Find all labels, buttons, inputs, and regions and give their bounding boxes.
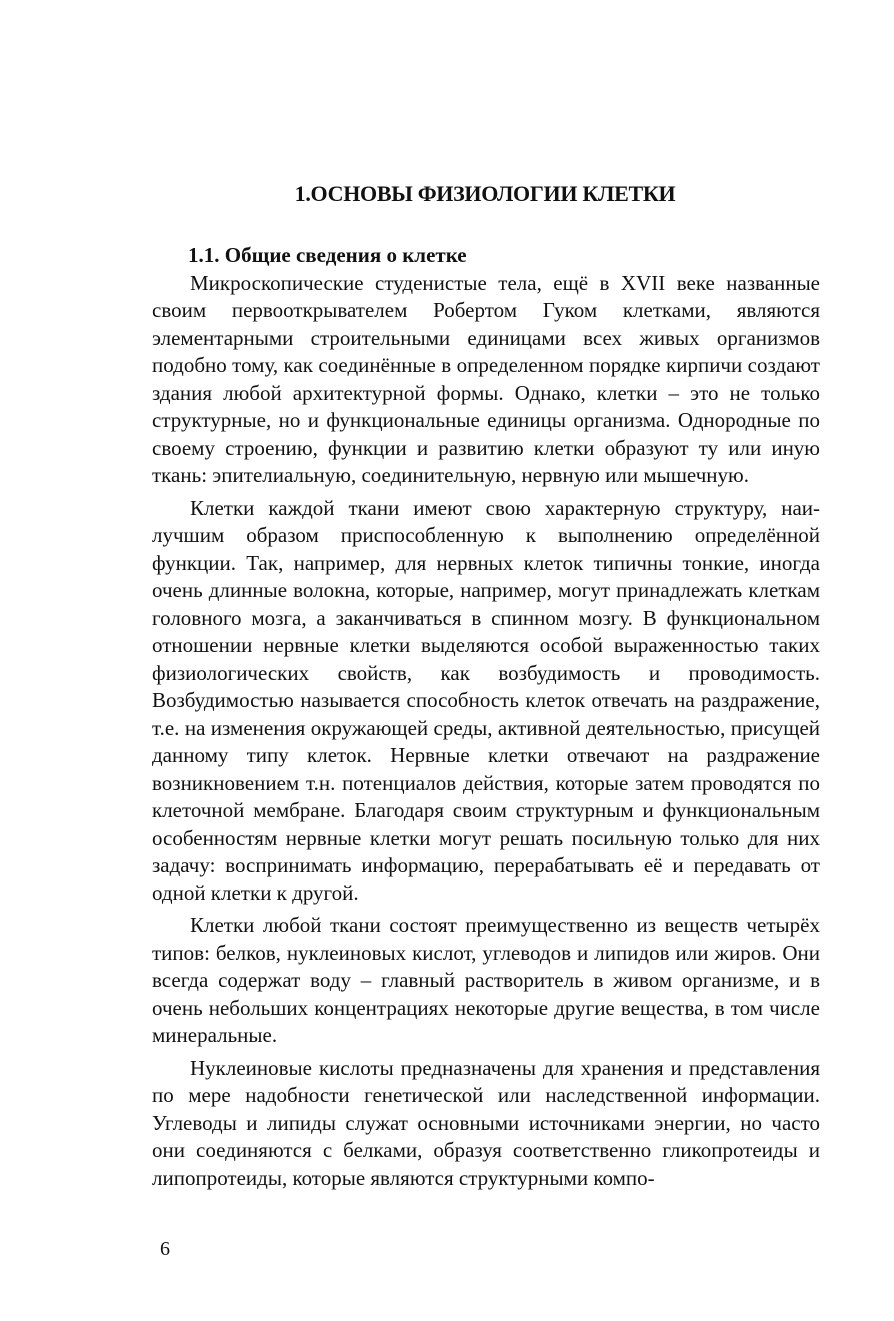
- body-text: [152, 242, 820, 1197]
- paragraph: Клетки каждой ткани имеют свою характерную структуру, наилучшим образом приспособленную к выполнению определённой функции. Так, например, для нервных клеток типичны тонкие, иногда очень длинные волокна, которые, например, могут принадлежать клеткам головного мозга, а заканчиваться в спинном мозгу. В функциональном отношении нервные клетки выделяются особой выраженностью таких физиологических свойств, как возбудимость и проводимость. Возбудимостью называется способность клеток отвечать на раздражение, т.е. на изменения окружающей среды, активной деятельностью, присущей данному типу клеток. Нервные клетки отвечают на раздражение возникновением т.н. потенциалов действия, которые затем проводятся по клеточной мембране. Благодаря своим структурным и функциональным особенностям нервные клетки могут решать посильную только для них задачу: воспринимать информацию, перерабатывать её и передавать от одной клетки к другой.: [152, 495, 820, 905]
- paragraph: Нуклеиновые кислоты предназначены для хранения и представления по мере надобности генетической или наследственной информации. Углеводы и липиды служат основными источниками энергии, но часто они соединяются с белками, образуя соответственно гликопротеиды и липопротеиды, которые являются структурными компо-: [152, 1055, 820, 1190]
- section-heading: 1.1. Общие сведения о клетке: [188, 243, 467, 267]
- paragraph: Микроскопические студенистые тела, ещё в XVII веке названные своим первооткрывателем Робертом Гуком клетками, являются элементарными строительными единицами всех живых организмов подобно тому, как соединённые в определенном порядке кирпичи создают здания любой архитектурной формы. Однако, клетки – это не только структурные, но и функциональные единицы организма. Однородные по своему строению, функции и развитию клетки образуют ту или иную ткань: эпителиальную, соединительную, нервную или мышечную.: [152, 270, 820, 487]
- page-number: 6: [160, 1238, 170, 1260]
- chapter-title: 1.ОСНОВЫ ФИЗИОЛОГИИ КЛЕТКИ: [294, 181, 676, 206]
- paragraph: Клетки любой ткани состоят преимущественно из веществ четырёх типов: белков, нуклеиновых кислот, углеводов и липидов или жиров. Они всегда содержат воду – главный растворитель в живом организме, и в очень небольших концентрациях некоторые другие вещества, в том числе минеральные.: [152, 913, 820, 1047]
